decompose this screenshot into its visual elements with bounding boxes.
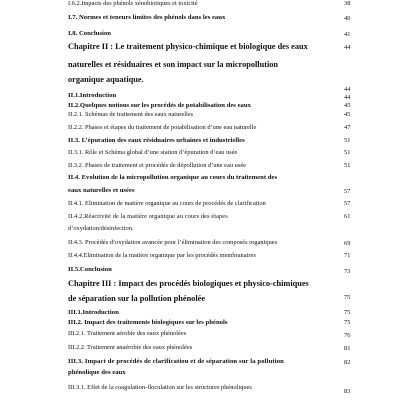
- toc-entry: I.8. Conclusion: [68, 30, 111, 37]
- toc-page-number: 81: [344, 345, 351, 352]
- toc-entry: III.2.2. Traitement anaérobie des eaux phénolées: [68, 344, 193, 351]
- toc-page-number: 44: [344, 94, 351, 101]
- toc-page-number: 75: [344, 309, 351, 316]
- toc-entry: II.3. L’épuration des eaux résiduaires urbaines et industrielles: [68, 137, 245, 144]
- toc-page-number: 51: [344, 149, 351, 156]
- toc-page-number: 82: [344, 359, 351, 366]
- toc-entry: II.4.3. Procédés d’oxydation avancée pour l’élimination des composés organiques: [68, 239, 278, 246]
- toc-entry: III.3.1. Effet de la coagulation-floculation sur les structures phénoliques: [68, 384, 252, 391]
- toc-page-number: 44: [344, 86, 351, 93]
- toc-page-number: 45: [344, 102, 351, 109]
- toc-entry: II.5.Conclusion: [68, 266, 112, 273]
- toc-page-number: 83: [344, 388, 351, 395]
- toc-entry: II.2.Quelques notions sur les procédés de potabilisation des eaux: [68, 102, 251, 109]
- toc-entry: II.2.1. Schémas de traitement des eaux naturelles: [68, 111, 194, 118]
- toc-page-number: 40: [344, 15, 351, 22]
- toc-chapter-heading: organique aquatique.: [68, 75, 144, 84]
- toc-entry: III.3. Impact de procédés de clarification et de séparation sur la pollution: [68, 358, 284, 365]
- toc-page-number: 76: [344, 332, 351, 339]
- toc-page-number: 57: [344, 200, 351, 207]
- toc-entry: II.4.4.Elimination de la matière organique par les procédés membranaires: [68, 252, 256, 259]
- toc-entry: II.4.1. Elimination de matière organique au cours de procédés de clarification: [68, 200, 266, 207]
- toc-chapter-heading: naturelles et résiduaires et son impact sur la micropollution: [68, 60, 279, 69]
- toc-page-number: 45: [344, 111, 351, 118]
- toc-page-number: 75: [344, 319, 351, 326]
- toc-entry: eaux naturelles et usées: [68, 187, 135, 194]
- toc-page-number: 57: [344, 188, 351, 195]
- toc-chapter-heading: de séparation sur la pollution phénolée: [68, 294, 205, 303]
- toc-page-number: 75: [344, 294, 351, 301]
- toc-entry: II.2.2. Phases et étapes du traitement de potabilisation d’une eau naturelle: [68, 124, 257, 131]
- toc-page-number: 69: [344, 240, 351, 247]
- toc-entry: III.2.1. Traitement aérobie des eaux phénolées: [68, 330, 187, 337]
- toc-page-number: 44: [344, 44, 351, 51]
- toc-entry: II.4.2.Réactivité de la matière organique au cours des étapes: [68, 213, 228, 220]
- toc-page-number: 61: [344, 213, 351, 220]
- toc-page-number: 38: [344, 0, 351, 7]
- toc-entry: phénolique des eaux: [68, 369, 126, 376]
- toc-entry: d’oxydation/désinfection.: [68, 225, 134, 232]
- toc-chapter-heading: Chapitre II : Le traitement physico-chimique et biologique des eaux: [68, 42, 308, 51]
- toc-entry: II.3.2. Phases de traitement et procédés de dépollution d’une eau usée: [68, 162, 246, 169]
- toc-entry: II.1.Introduction: [68, 92, 117, 99]
- toc-page-number: 47: [344, 124, 351, 131]
- toc-entry: II.4. Evolution de la micropollution organique au cours du traitement des: [68, 174, 278, 181]
- toc-page-number: 51: [344, 137, 351, 144]
- toc-entry: I.7. Normes et teneurs limites des phénols dans les eaux: [68, 14, 226, 21]
- toc-page-number: 51: [344, 162, 351, 169]
- toc-entry: III.1.Introduction: [68, 309, 119, 316]
- toc-page-number: 41: [344, 31, 351, 38]
- toc-chapter-heading: Chapitre III : Impact des procédés biologiques et physico-chimiques: [68, 279, 309, 288]
- toc-page-number: 73: [344, 268, 351, 275]
- toc-entry: II.3.1. Rôle et Schéma global d’une station d’épuration d’eau usée: [68, 149, 238, 156]
- toc-page-number: 71: [344, 252, 351, 259]
- toc-entry: I.6.2.Impacts des phénols xénobiotiques et toxicité: [68, 0, 198, 7]
- toc-entry: III.2. Impact des traitements biologiques sur les phénols: [68, 319, 228, 326]
